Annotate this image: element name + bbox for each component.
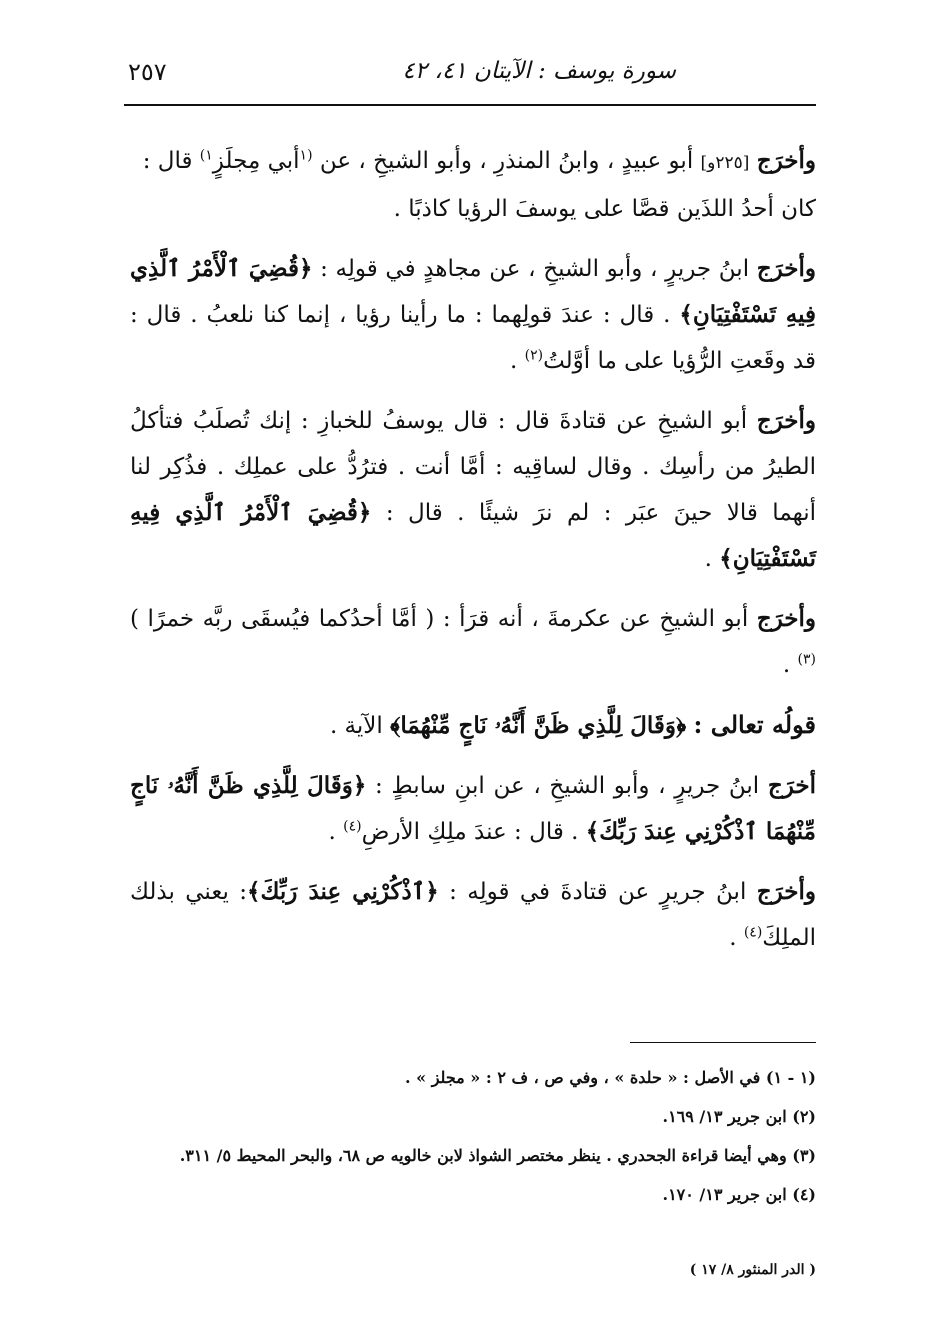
body-text [130,138,816,975]
paragraph-lead: وأخرَج [756,147,816,174]
footnote-2: (٢) ابن جرير ١٣/ ١٦٩. [662,1107,816,1126]
paragraph-text: أبو الشيخِ عن عكرمةَ ، أنه قرَأ : ( أمَّا أحدُكما فيُسقَى ربَّه خمرًا ) [130,606,749,632]
footnote-ref: ١) [199,147,213,164]
paragraph-text: ابنُ جريرٍ ، وأبو الشيخِ ، عن ابنِ سابطٍ : [374,773,760,799]
footnote-rule [630,1042,816,1043]
paragraph-text: : يعني بذلك الملِكَ [130,879,816,951]
quran-quote: ﴿ٱذْكُرْنِي عِندَ رَبِّكَ﴾ [247,878,439,905]
footnote-4: (٤) ابن جرير ١٣/ ١٧٠. [662,1185,816,1204]
paragraph-text: أبي مِجلَزٍ [212,148,300,174]
footnote-ref: (٤) [743,924,763,941]
paragraph-end: الآية . [329,713,391,739]
paragraph-1 [130,138,816,232]
paragraph-end: . [729,925,744,951]
paragraph-3 [130,398,816,582]
paragraph-end: . [782,652,798,678]
paragraph-2 [130,246,816,384]
paragraph-lead: وأخرَج [756,605,816,632]
quran-quote: ﴿وَقَالَ لِلَّذِي ظَنَّ أَنَّهُۥ نَاجٍ مِّنْهُمَا ٱذْكُرْنِي عِندَ رَبِّكَ﴾ [130,772,816,845]
paragraph-end: . [509,348,525,374]
paragraph-text: ابنُ جريرٍ عن قتادةَ في قولِه : [449,879,747,905]
paragraph-6 [130,763,816,855]
paragraph-text: . قال : عندَ قولِهما : ما رأينا رؤيا ، إنما كنا نلعبُ . قال : قد وقَعتِ الرُّؤيا على ما أوَّلتُ [130,302,816,374]
heading-lead: قولُه تعالى : [693,710,816,739]
verse-heading [130,702,816,749]
paragraph-4 [130,596,816,688]
paragraph-text: ابنُ جريرٍ ، وأبو الشيخِ ، عن مجاهدٍ في قولِه : [320,256,750,282]
paragraph-lead: وأخرَج [756,407,817,434]
paragraph-end: . [704,546,720,572]
paragraph-text: أبو عبيدٍ ، وابنُ المنذرِ ، وأبو الشيخِ ، عن [319,148,694,174]
footnote-ref: (٣) [797,651,816,668]
manuscript-folio-ref: [٢٢٥و] [700,153,750,173]
footnote-ref: (١ [299,147,313,164]
paragraph-text: كان أحدُ اللذَين قصَّا على يوسفَ الرؤيا كاذبًا . [393,196,816,222]
footnote-ref: (٢) [524,347,544,364]
paragraph-lead: أخرَج [767,772,817,799]
quran-quote: ﴿وَقَالَ لِلَّذِي ظَنَّ أَنَّهُۥ نَاجٍ مِّنْهُمَا﴾ [390,712,687,739]
paragraph-text: قال : [142,148,193,174]
footnotes [124,1058,816,1214]
paragraph-text: أبو الشيخِ عن قتادةَ قال : قال يوسفُ للخبازِ : إنك تُصلَبُ فتأكلُ الطيرُ من رأسِك . وقال لساقِيه : أمَّا أنت . فترُدُّ على عملِك . فذُكِر لنا أنهما قالا حينَ عبَر : لم نرَ شيئًا . قال : [130,408,817,526]
quran-quote: ﴿قُضِيَ ٱلْأَمْرُ ٱلَّذِي فِيهِ تَسْتَفْتِيَانِ﴾ [130,255,817,328]
paragraph-end: . [328,819,344,845]
paragraph-7 [130,869,816,961]
footnote-3: (٣) وهي أيضا قراءة الجحدري . ينظر مختصر الشواذ لابن خالويه ص ٦٨، والبحر المحيط ٥/ ٣١١. [179,1146,816,1165]
page-header [128,58,816,94]
running-title: سورة يوسف : الآيتان ٤١، ٤٢ [402,58,676,84]
header-rule [124,104,816,106]
paragraph-text: . قال : عندَ ملِكِ الأرضِ [361,819,579,845]
volume-page-label: ( الدر المنثور ٨/ ١٧ ) [689,1262,816,1278]
paragraph-lead: وأخرَج [756,878,816,905]
footnote-1: (١ - ١) في الأصل : « حلدة » ، وفي ص ، ف ٢ : « مجلز » . [404,1068,816,1087]
paragraph-lead: وأخرَج [756,255,817,282]
quran-quote: ﴿قُضِيَ ٱلْأَمْرُ ٱلَّذِي فِيهِ تَسْتَفْتِيَانِ﴾ [130,499,816,572]
page-number: ٢٥٧ [128,58,167,86]
footnote-ref: (٤) [343,818,362,835]
